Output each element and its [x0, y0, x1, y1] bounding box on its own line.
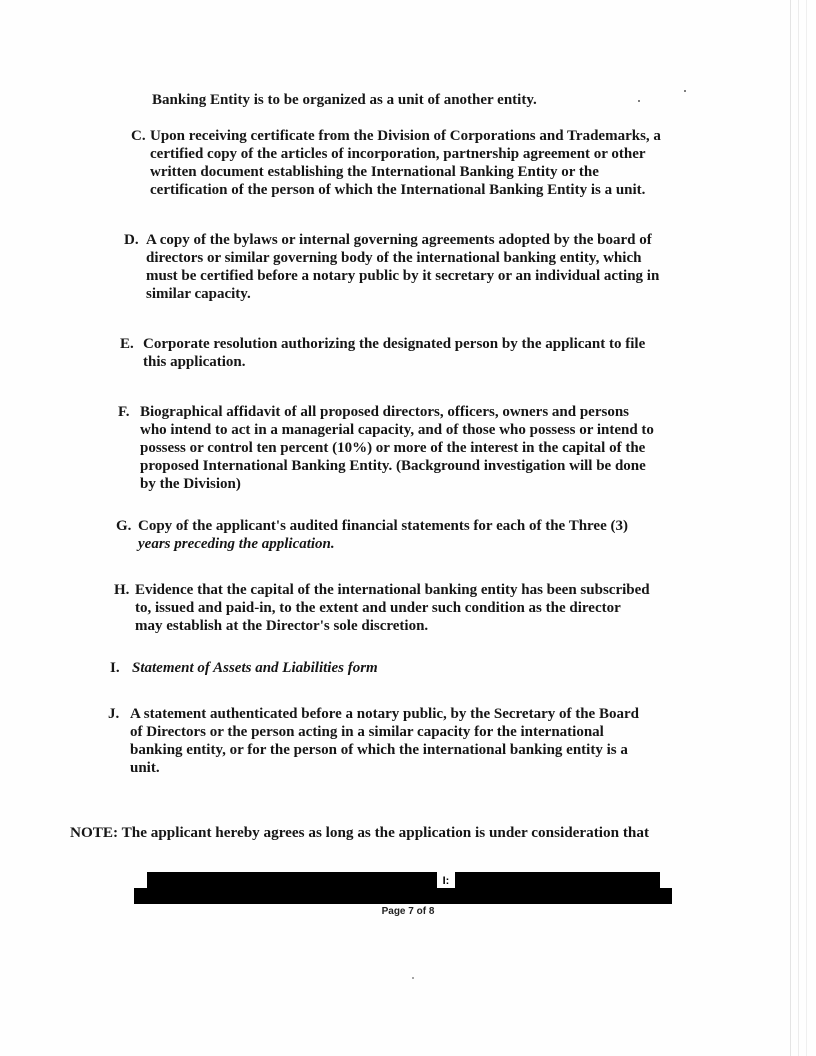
scan-speck	[684, 90, 686, 92]
item-h-line: to, issued and paid-in, to the extent and under such condition as the director	[135, 600, 621, 616]
item-f-line: proposed International Banking Entity. (Background investigation will be done	[140, 458, 646, 474]
item-g-line: Copy of the applicant's audited financial statements for each of the Three (3)	[138, 518, 628, 534]
item-d-line: similar capacity.	[146, 286, 251, 302]
item-d-line: A copy of the bylaws or internal governing agreements adopted by the board of	[146, 232, 652, 248]
item-f-line: by the Division)	[140, 476, 241, 492]
item-e-line: Corporate resolution authorizing the designated person by the applicant to file	[143, 336, 646, 352]
item-c-line: written document establishing the International Banking Entity or the	[150, 164, 599, 180]
item-j-letter: J.	[108, 706, 120, 722]
item-h-line: may establish at the Director's sole discretion.	[135, 618, 429, 634]
item-f-line: Biographical affidavit of all proposed directors, officers, owners and persons	[140, 404, 630, 420]
item-d-letter: D.	[124, 232, 139, 248]
item-e-line: this application.	[143, 354, 246, 370]
item-e-letter: E.	[120, 336, 134, 352]
item-d-line: directors or similar governing body of the international banking entity, which	[146, 250, 642, 266]
item-c-line: Upon receiving certificate from the Division of Corporations and Trademarks, a	[150, 128, 661, 144]
item-j-line: banking entity, or for the person of which the international banking entity is a	[130, 742, 628, 758]
scan-speck	[638, 100, 640, 102]
item-f-line: possess or control ten percent (10%) or more of the interest in the capital of the	[140, 440, 646, 456]
item-j-line: of Directors or the person acting in a similar capacity for the international	[130, 724, 604, 740]
item-c-line: certified copy of the articles of incorporation, partnership agreement or other	[150, 146, 646, 162]
redaction-glyph: I:	[442, 875, 450, 887]
redaction-bar	[134, 888, 672, 904]
scan-speck	[412, 977, 414, 979]
item-i-letter: I.	[110, 660, 120, 676]
item-f-letter: F.	[118, 404, 130, 420]
item-j-line: A statement authenticated before a notary public, by the Secretary of the Board	[130, 706, 639, 722]
item-g-letter: G.	[116, 518, 132, 534]
scan-edge-line	[790, 0, 791, 1056]
note-line: NOTE: The applicant hereby agrees as long as the application is under consideration that	[70, 824, 650, 841]
item-i-line: Statement of Assets and Liabilities form	[132, 660, 378, 676]
item-j-line: unit.	[130, 760, 160, 776]
scan-edge-line	[806, 0, 807, 1056]
item-g-line: years preceding the application.	[138, 536, 335, 552]
item-c-line: certification of the person of which the International Banking Entity is a unit.	[150, 182, 646, 198]
page-number: Page 7 of 8	[381, 906, 435, 917]
item-h-line: Evidence that the capital of the international banking entity has been subscribed	[135, 582, 650, 598]
intro-line: Banking Entity is to be organized as a unit of another entity.	[152, 92, 537, 108]
item-d-line: must be certified before a notary public by it secretary or an individual acting in	[146, 268, 660, 284]
item-f-line: who intend to act in a managerial capacity, and of those who possess or intend to	[140, 422, 654, 438]
scan-edge-line	[798, 0, 799, 1056]
item-h-letter: H.	[114, 582, 130, 598]
item-c-letter: C.	[131, 128, 146, 144]
